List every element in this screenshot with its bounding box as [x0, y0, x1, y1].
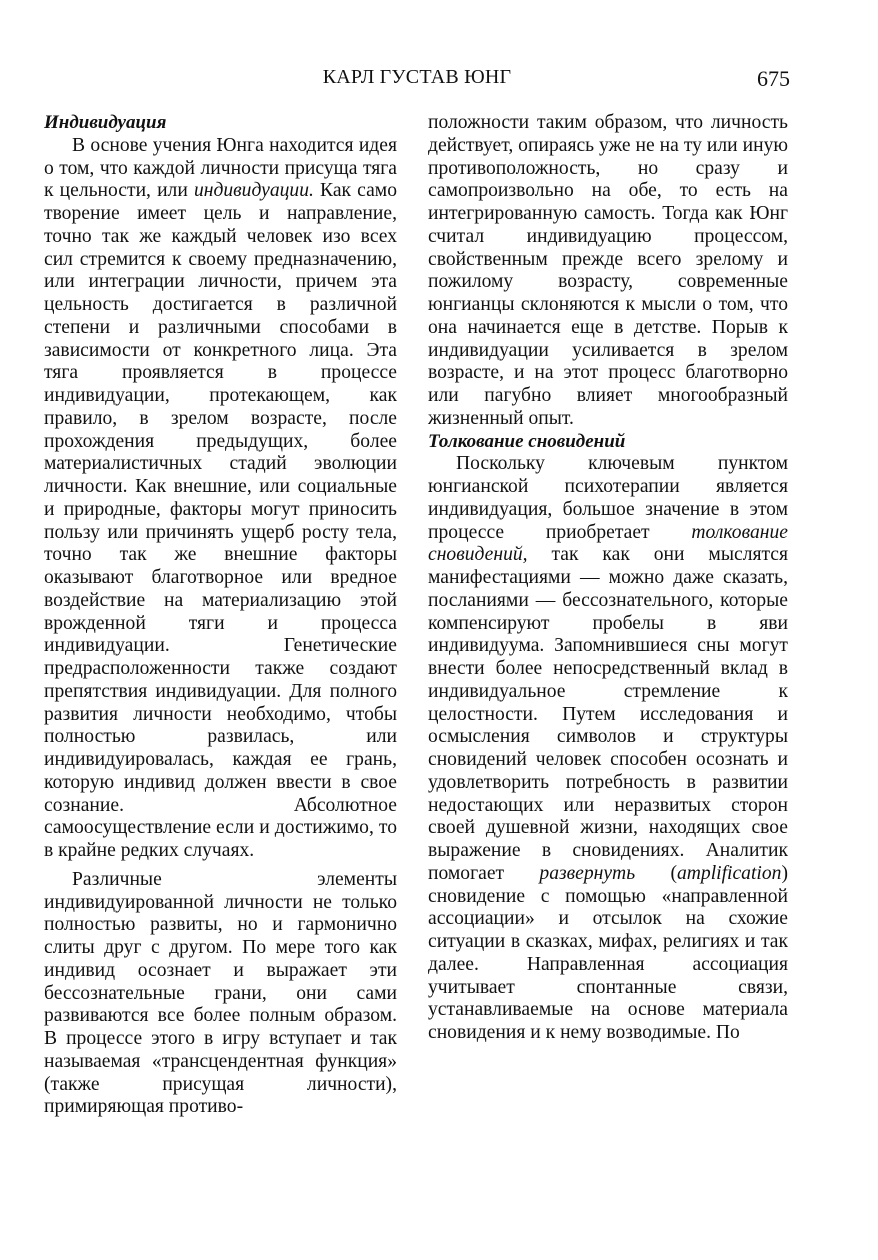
paragraph-dream-interpretation [428, 453, 788, 1045]
left-column [44, 112, 397, 1119]
emphasis-term: развернуть [539, 862, 636, 884]
paragraph-text: Поскольку ключевым пунктом юнгианской психотерапии является индивидуация, большое значение в этом процессе приобретает [428, 453, 788, 543]
paragraph-individuation-2: Различные элементы индивидуированной личности не только полностью развиты, но и гармонично слиты друг с другом. По мере того как индивид осознает и выражает эти бессознательные грани, они сами развиваются все более полным образом. В процессе этого в игру вступает и так называемая «трансцендентная функция» (также присущая личности), примиряющая противо- [44, 868, 397, 1118]
emphasis-term: amplification [676, 862, 782, 884]
paragraph-text: ) сновидение с помощью «направленной ассоциации» и отсылок на схожие ситуации в сказках, мифах, религиях и так далее. Направленная ассоциация учитывает спонтанные связи, устанавливаемые на основе материала сновидения и к нему возводимые. По [428, 862, 788, 1043]
running-head: КАРЛ ГУСТАВ ЮНГ [322, 66, 512, 88]
page-number: 675 [757, 66, 790, 91]
paragraph-text: Как само творение имеет цель и направление, точно так же каждый человек изо всех сил стремится к своему предназначению, или интеграции личности, причем эта цельность достигается в различной степени и различными способами в зависимости от конкретного лица. Эта тяга проявляется в процессе индивидуации, протекающем, как правило, в зрелом возрасте, после прохождения предыдущих, более материалистичных стадий эволюции личности. Как внешние, или социальные и природные, факторы могут приносить пользу или причинять ущерб росту тела, точно так же внешние факторы оказывают благотворное или вредное воздействие на материализацию этой врожденной тяги и процесса индивидуации. Генетические предрасположенности также создают препятствия индивидуации. Для полного развития личности необходимо, чтобы полностью развилась, или индивидуировалась, каждая ее грань, которую индивид должен ввести в свое сознание. Абсолютное самоосуществление если и достижимо, то в крайне редких случаях. [44, 180, 397, 861]
emphasis-term: толкование сновидений, [428, 521, 788, 566]
paragraph-text: так как они мыслятся манифестациями — можно даже сказать, посланиями — бессознательного, которые компенсируют пробелы в яви индивидуума. Запомнившиеся сны могут внести более непосредственный вклад в индивидуальное стремление к целостности. Путем исследования и осмысления символов и структуры сновидений человек способен осознать и удовлетворить потребность в развитии недостающих или неразвитых сторон своей душевной жизни, находящих свое выражение в сновидениях. Аналитик помогает [428, 544, 788, 884]
paragraph-text: В основе учения Юнга находится идея о том, что каждой личности присуща тяга к цельности, или [44, 134, 397, 202]
section-heading-dream-interpretation: Толкование сновидений [428, 430, 626, 452]
section-heading-individuation: Индивидуация [44, 112, 167, 133]
paragraph-text: ( [635, 862, 677, 884]
right-column [428, 112, 788, 1045]
page-header [44, 66, 790, 96]
paragraph-individuation-1 [44, 135, 397, 863]
paragraph-continued: положности таким образом, что личность действует, опираясь уже не на ту или иную противоположность, но сразу и самопроизвольно на обе, то есть на интегрированную самость. Тогда как Юнг считал индивидуацию процессом, свойственным прежде всего зрелому и пожилому возрасту, современные юнгианцы склоняются к мысли о том, что она начинается еще в детстве. Порыв к индивидуации усиливается в зрелом возрасте, и на этот процесс благотворно или пагубно влияет многообразный жизненный опыт. [428, 112, 788, 429]
emphasis-term: индивидуации. [193, 180, 314, 202]
